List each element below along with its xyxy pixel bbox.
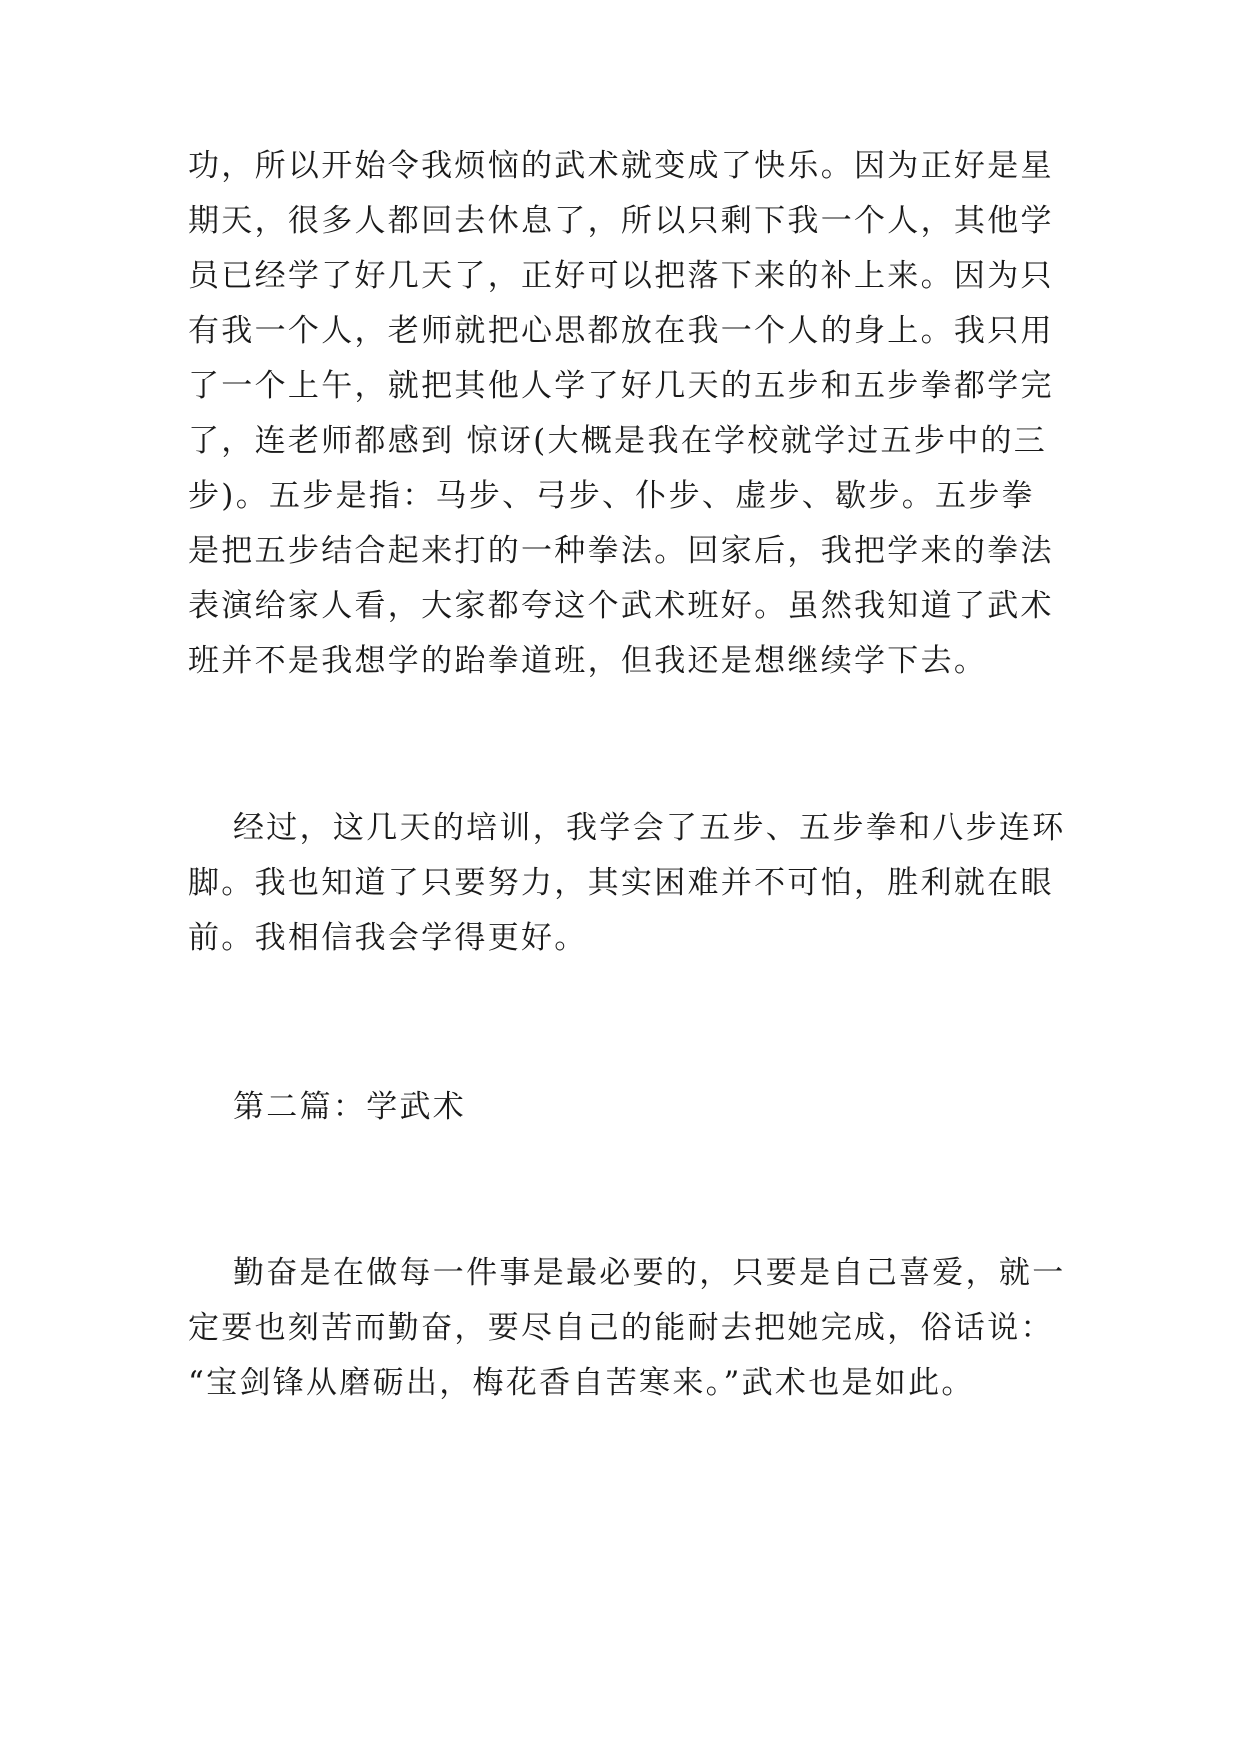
paragraph-1-line-1: 功，所以开始令我烦恼的武术就变成了快乐。因为正好是星	[188, 148, 1054, 184]
paragraph-1-line-6: 了，连老师都感到 惊讶(大概是我在学校就学过五步中的三	[188, 423, 1048, 459]
paragraph-1-line-9: 表演给家人看，大家都夸这个武术班好。虽然我知道了武术	[188, 588, 1054, 624]
paragraph-2-line-2: 脚。我也知道了只要努力，其实困难并不可怕，胜利就在眼	[188, 865, 1054, 901]
paragraph-1-line-3: 员已经学了好几天了，正好可以把落下来的补上来。因为只	[188, 258, 1054, 294]
paragraph-3-line-2: 定要也刻苦而勤奋，要尽自己的能耐去把她完成，俗话说：	[188, 1310, 1054, 1346]
section-heading: 第二篇：学武术	[233, 1089, 467, 1125]
paragraph-1-line-4: 有我一个人，老师就把心思都放在我一个人的身上。我只用	[188, 313, 1054, 349]
paragraph-2-line-3: 前。我相信我会学得更好。	[188, 920, 588, 956]
paragraph-3-line-3: “宝剑锋从磨砺出，梅花香自苦寒来。”武术也是如此。	[188, 1365, 975, 1401]
paragraph-2-line-1: 经过，这几天的培训，我学会了五步、五步拳和八步连环	[233, 810, 1066, 846]
paragraph-3-line-1: 勤奋是在做每一件事是最必要的，只要是自己喜爱，就一	[233, 1255, 1066, 1291]
paragraph-1-line-5: 了一个上午，就把其他人学了好几天的五步和五步拳都学完	[188, 368, 1054, 404]
paragraph-1-line-10: 班并不是我想学的跆拳道班，但我还是想继续学下去。	[188, 643, 988, 679]
paragraph-1-line-7: 步)。五步是指：马步、弓步、仆步、虚步、歇步。五步拳	[188, 478, 1035, 514]
paragraph-1-line-8: 是把五步结合起来打的一种拳法。回家后，我把学来的拳法	[188, 533, 1054, 569]
paragraph-1-line-2: 期天，很多人都回去休息了，所以只剩下我一个人，其他学	[188, 203, 1054, 239]
